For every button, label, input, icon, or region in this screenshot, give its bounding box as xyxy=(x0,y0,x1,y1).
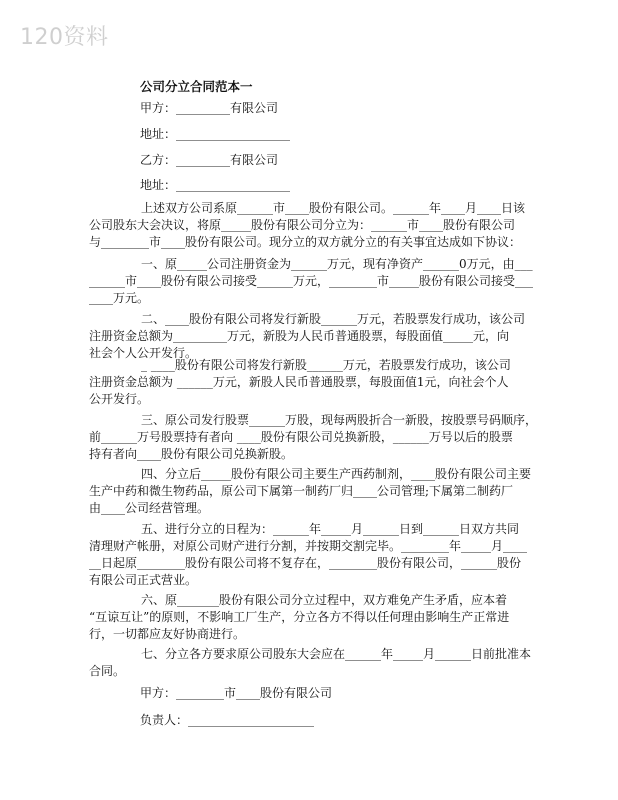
clause-2b-line-2: 注册资金总额为 ______万元，新股人民币普通股票，每股面值1元，向社会个人 xyxy=(89,375,509,389)
intro-line-3: 与________市____股份有限公司。现分立的双方就分立的有关事宜达成如下协议： xyxy=(89,235,522,249)
clause-5-line-4: 有限公司正式营业。 xyxy=(89,573,198,587)
clause-2b-line-1: _ ____股份有限公司将发行新股______万元，若股票发行成功，该公司 xyxy=(141,358,511,372)
clause-3-paragraph xyxy=(89,412,538,463)
clause-2b-line-3: 公开发行。 xyxy=(89,392,150,406)
clause-2-line-3: 社会个人公开发行。 xyxy=(89,346,198,360)
clause-1-line-2: ______市____股份有限公司接受______万元，________市_____股份有限公司接受___ xyxy=(89,274,534,288)
watermark-logo: 120资料 xyxy=(20,25,109,50)
clause-7-line-1: 七、分立各方要求原公司股东大会应在______年_____月______日前批准本 xyxy=(141,647,532,661)
footer-representative-line: 负责人：_____________________ xyxy=(140,713,315,727)
clause-4-paragraph xyxy=(89,466,532,517)
clause-1-paragraph xyxy=(89,256,534,307)
clause-6-paragraph xyxy=(89,592,529,643)
clause-5-line-3: __日起原________股份有限公司将不复存在，________股份有限公司，______股份 xyxy=(89,556,522,570)
document-title: 公司分立合同范本一 xyxy=(140,79,253,94)
clause-2-line-1: 二、____股份有限公司将发行新股______万元，若股票发行成功，该公司 xyxy=(141,312,526,326)
intro-paragraph xyxy=(89,200,529,251)
clause-2-line-2: 注册资金总额为_________万元，新股为人民币普通股票，每股面值_____元，向 xyxy=(89,329,510,343)
party-b-line: 乙方：_________有限公司 xyxy=(140,153,279,167)
party-a-address-line: 地址：___________________ xyxy=(140,127,291,141)
clause-5-line-2: 清理财产帐册，对原公司财产进行分割，并按期交割完毕。________年_____月____ xyxy=(89,539,528,553)
clause-5-paragraph xyxy=(89,521,529,589)
footer-party-a-line: 甲方：________市____股份有限公司 xyxy=(140,686,333,700)
clause-7-line-2: 合同。 xyxy=(89,664,126,678)
clause-2-paragraph xyxy=(89,311,529,362)
clause-5-line-1: 五、进行分立的日程为：______年_____月______日到______日双方共同 xyxy=(141,522,520,536)
clause-1-line-1: 一、原_____公司注册资金为______万元，现有净资产______0万元，由___ xyxy=(141,257,533,271)
clause-6-line-3: 行，一切都应友好协商进行。 xyxy=(89,627,246,641)
clause-3-line-3: 持有者向____股份有限公司兑换新股。 xyxy=(89,447,294,461)
clause-3-line-1: 三、原公司发行股票______万股，现每两股折合一新股，按股票号码顺序， xyxy=(141,413,538,427)
clause-4-line-1: 四、分立后_____股份有限公司主要生产西药制剂，____股份有限公司主要 xyxy=(141,467,532,481)
party-a-line: 甲方：_________有限公司 xyxy=(140,101,279,115)
clause-1-line-3: ____万元。 xyxy=(89,291,150,305)
intro-line-2: 公司股东大会决议，将原_____股份有限公司分立为：______市____股份有限公司 xyxy=(89,218,516,232)
clause-6-line-1: 六、原_______股份有限公司分立过程中，双方难免产生矛盾，应本着 xyxy=(141,593,508,607)
clause-4-line-3: 由____公司经营管理。 xyxy=(89,501,210,515)
clause-2b-paragraph xyxy=(89,357,529,408)
clause-6-line-2: “互谅互让”的原则，不影响工厂生产，分立各方不得以任何理由影响生产正常进 xyxy=(89,610,510,624)
clause-3-line-2: 前______万号股票持有者向 ____股份有限公司兑换新股，______万号以后的股票 xyxy=(89,430,513,444)
clause-4-line-2: 生产中药和微生物药品，原公司下属第一制药厂归____公司管理;下属第二制药厂 xyxy=(89,484,514,498)
clause-7-paragraph xyxy=(89,646,532,680)
party-b-address-line: 地址：___________________ xyxy=(140,178,291,192)
intro-line-1: 上述双方公司系原______市____股份有限公司。______年____月____日该 xyxy=(141,201,526,215)
